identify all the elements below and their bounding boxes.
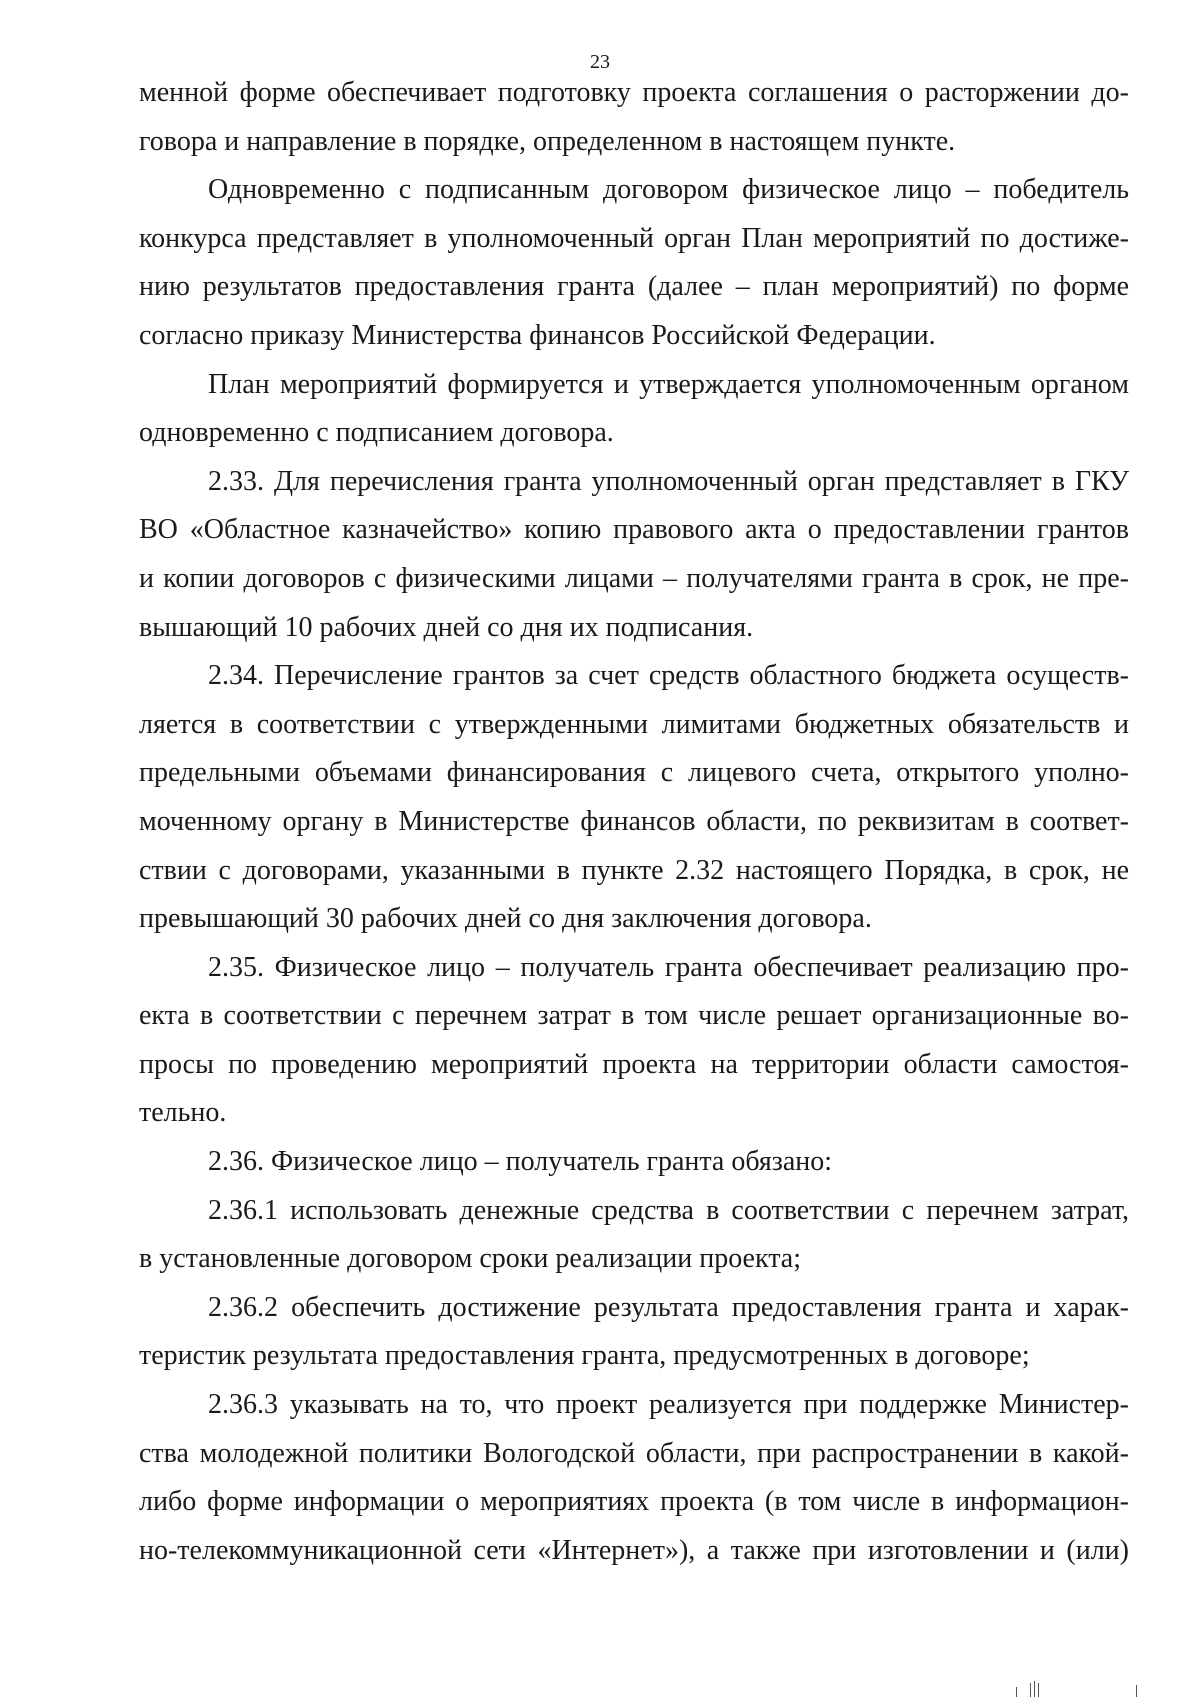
text-line: 2.33. Для перечисления гранта уполномоченный орган представляет в ГКУ	[208, 465, 1129, 497]
text-line: либо форме информации о мероприятиях проекта (в том числе в информацион-	[139, 1486, 1129, 1518]
page-number: 23	[590, 51, 610, 73]
text-line: ВО «Областное казначейство» копию правового акта о предоставлении грантов	[139, 514, 1129, 546]
text-line: 2.34. Перечисление грантов за счет средств областного бюджета осуществ-	[208, 660, 1129, 692]
text-line: превышающий 30 рабочих дней со дня заключения договора.	[139, 903, 872, 935]
text-line: в установленные договором сроки реализации проекта;	[139, 1243, 801, 1275]
text-line: нию результатов предоставления гранта (далее – план мероприятий) по форме	[139, 271, 1129, 303]
text-line: ствии с договорами, указанными в пункте 2.32 настоящего Порядка, в срок, не	[139, 854, 1129, 886]
text-line: ляется в соответствии с утвержденными лимитами бюджетных обязательств и	[139, 708, 1129, 740]
text-line: менной форме обеспечивает подготовку проекта соглашения о расторжении до-	[139, 77, 1129, 108]
text-line: вышающий 10 рабочих дней со дня их подписания.	[139, 611, 754, 643]
text-line: 2.36.3 указывать на то, что проект реализуется при поддержке Министер-	[208, 1389, 1129, 1421]
text-line: конкурса представляет в уполномоченный орган План мероприятий по достиже-	[139, 222, 1129, 254]
text-line: Одновременно с подписанным договором физическое лицо – победитель	[208, 174, 1129, 206]
body-text	[139, 69, 1129, 1575]
text-line: моченному органу в Министерстве финансов области, по реквизитам в соответ-	[139, 805, 1129, 837]
text-line: но-телекоммуникационной сети «Интернет»), а также при изготовлении и (или)	[139, 1534, 1129, 1566]
text-line: План мероприятий формируется и утверждается уполномоченным органом	[208, 368, 1129, 400]
text-line: теристик результата предоставления гранта, предусмотренных в договоре;	[139, 1340, 1030, 1372]
text-line: просы по проведению мероприятий проекта на территории области самостоя-	[139, 1048, 1129, 1080]
text-line: и копии договоров с физическими лицами – получателями гранта в срок, не пре-	[139, 562, 1129, 594]
text-line: предельными объемами финансирования с лицевого счета, открытого уполно-	[139, 757, 1129, 789]
text-line: 2.35. Физическое лицо – получатель гранта обеспечивает реализацию про-	[208, 951, 1129, 983]
text-line: екта в соответствии с перечнем затрат в том числе решает организационные во-	[139, 1000, 1129, 1032]
text-line: 2.36. Физическое лицо – получатель гранта обязано:	[208, 1146, 833, 1178]
text-line: тельно.	[139, 1097, 227, 1129]
scan-edge-marks	[1016, 1679, 1176, 1697]
text-line: согласно приказу Министерства финансов Российской Федерации.	[139, 319, 936, 351]
text-line: 2.36.2 обеспечить достижение результата предоставления гранта и харак-	[208, 1291, 1129, 1323]
text-line: 2.36.1 использовать денежные средства в соответствии с перечнем затрат,	[208, 1194, 1129, 1226]
text-line: говора и направление в порядке, определенном в настоящем пункте.	[139, 125, 956, 157]
text-line: одновременно с подписанием договора.	[139, 417, 614, 449]
text-line: ства молодежной политики Вологодской области, при распространении в какой-	[139, 1437, 1129, 1469]
